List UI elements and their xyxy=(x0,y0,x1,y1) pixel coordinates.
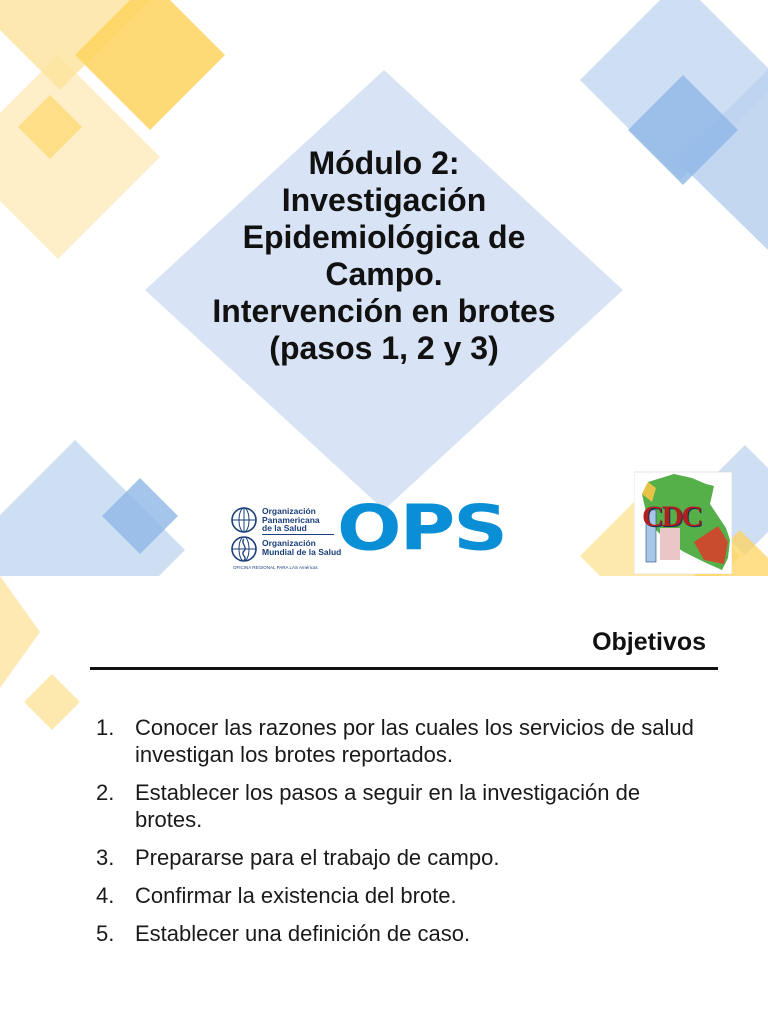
item-number: 2. xyxy=(96,780,115,805)
title-line: Investigación xyxy=(281,182,487,218)
objectives-list xyxy=(96,714,696,958)
slide-title xyxy=(150,145,618,367)
cdc-logo xyxy=(634,466,732,574)
item-text: Prepararse para el trabajo de campo. xyxy=(135,845,500,870)
list-item xyxy=(96,779,696,833)
item-text: Conocer las razones por las cuales los servicios de salud investigan los brotes reportados. xyxy=(135,715,694,767)
item-number: 3. xyxy=(96,845,115,870)
cdc-letters: CDC xyxy=(642,500,701,533)
title-line: Módulo 2: xyxy=(308,145,460,181)
title-line: Intervención en brotes xyxy=(212,293,556,329)
heading-divider xyxy=(90,667,718,670)
paho-name-line: Panamericana xyxy=(262,514,320,525)
objectives-heading: Objetivos xyxy=(592,628,706,656)
paho-name-line: Organización xyxy=(262,506,316,516)
item-number: 4. xyxy=(96,883,115,908)
americas-label: OFICINA REGIONAL PARA LAS Américas xyxy=(233,565,318,570)
title-line: (pasos 1, 2 y 3) xyxy=(269,330,499,366)
item-text: Establecer una definición de caso. xyxy=(135,921,471,946)
paho-name-line: de la Salud xyxy=(262,523,307,533)
list-item xyxy=(96,882,696,909)
item-number: 1. xyxy=(96,715,115,740)
item-text: Establecer los pasos a seguir en la investigación de brotes. xyxy=(135,780,641,832)
who-name-line: Mundial de la Salud xyxy=(262,546,342,557)
who-name-line: Organización xyxy=(262,538,316,548)
item-number: 5. xyxy=(96,921,115,946)
globe-emblem-icon xyxy=(230,503,260,565)
list-item xyxy=(96,844,696,871)
title-line: Epidemiológica de xyxy=(242,219,526,255)
item-text: Confirmar la existencia del brote. xyxy=(135,883,457,908)
ops-logo-text: OPS xyxy=(337,491,507,565)
paho-who-logo xyxy=(230,503,342,573)
list-item xyxy=(96,714,696,768)
title-line: Campo. xyxy=(325,256,443,292)
list-item xyxy=(96,920,696,947)
